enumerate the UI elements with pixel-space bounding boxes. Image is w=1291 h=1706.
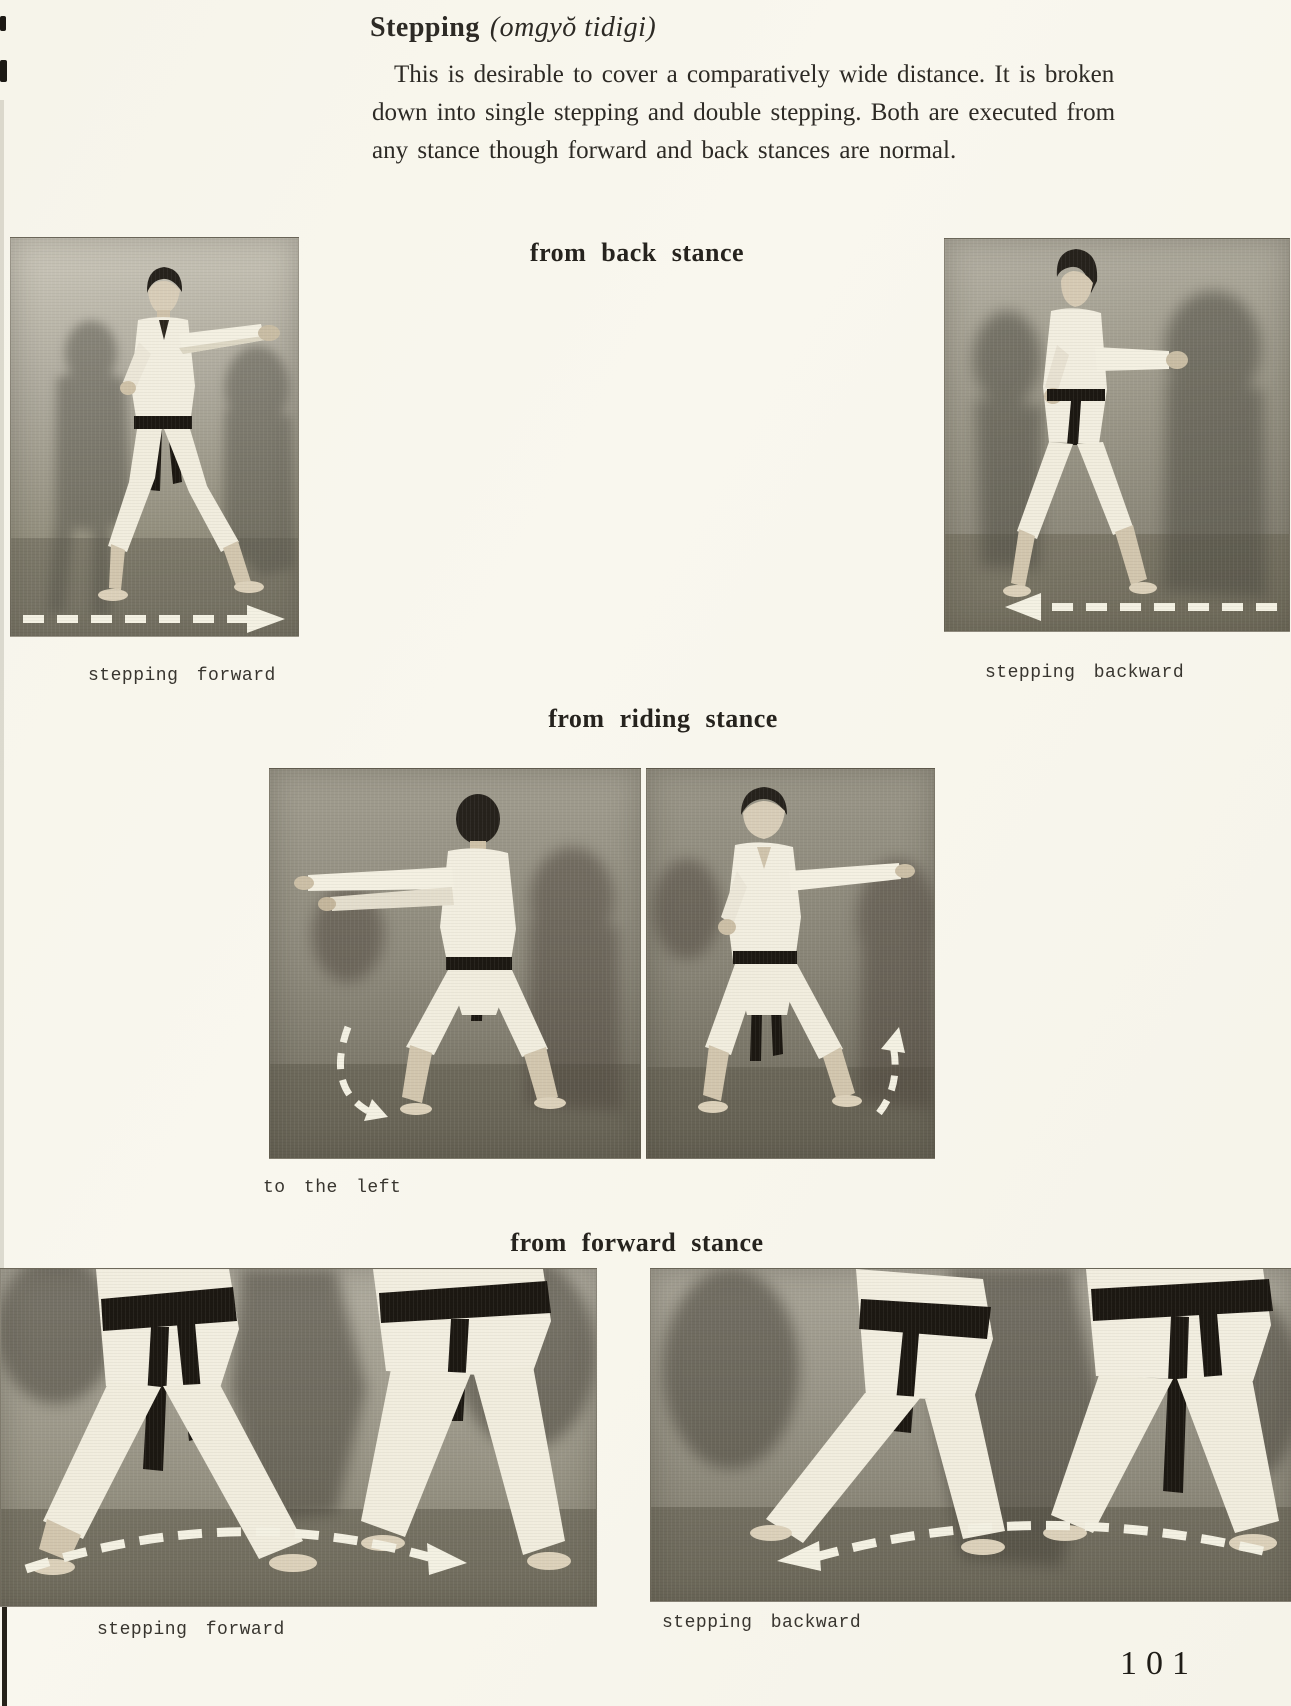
hair [456, 794, 500, 844]
heading-forward-stance: from forward stance [510, 1228, 764, 1257]
black-belt [1047, 389, 1105, 401]
photo-riding-stance-left-2 [646, 768, 935, 1159]
foot [698, 1101, 728, 1113]
photo-forward-stance-stepping-backward [650, 1268, 1291, 1602]
photo-illustration [945, 239, 1289, 631]
photo-back-stance-stepping-forward [10, 237, 299, 637]
face [148, 281, 180, 314]
paragraph-line: This is desirable to cover a comparatively wide distance. It is broken [394, 61, 1115, 88]
caption-to-the-left: to the left [263, 1178, 402, 1198]
foot [1129, 582, 1157, 594]
heading-back-stance: from back stance [529, 238, 745, 267]
photo-forward-stance-stepping-forward [0, 1268, 597, 1607]
photo-riding-stance-left-1 [269, 768, 641, 1159]
foot [269, 1554, 317, 1572]
heading-riding-stance: from riding stance [548, 704, 778, 733]
black-belt [733, 951, 797, 964]
extended-arm [1095, 347, 1169, 371]
fist [1166, 351, 1188, 369]
photo-illustration [270, 769, 640, 1158]
scan-artifact-mark [0, 60, 7, 82]
foot [832, 1095, 862, 1107]
extended-arms [308, 867, 454, 891]
foot [534, 1097, 566, 1109]
paragraph-line: down into single stepping and double stepping. Both are executed from [372, 99, 1116, 126]
foot [527, 1552, 571, 1570]
foot [400, 1103, 432, 1115]
caption-stepping-forward: stepping forward [88, 666, 276, 686]
scan-artifact-line [2, 1600, 7, 1706]
black-belt [134, 416, 192, 429]
hand [895, 864, 915, 878]
foot [98, 589, 128, 601]
scan-artifact-mark [0, 16, 6, 31]
section-title [370, 12, 656, 44]
fist [258, 325, 280, 341]
hand [294, 876, 314, 890]
page-heading-romanization: (omgyŏ tidigi) [489, 12, 657, 43]
foot [750, 1525, 792, 1541]
paragraph-line: any stance though forward and back stances are normal. [372, 137, 957, 164]
foot [1003, 585, 1031, 597]
photo-back-stance-stepping-backward [944, 238, 1290, 632]
face [743, 801, 785, 839]
caption-stepping-backward: stepping backward [985, 663, 1185, 683]
foot [961, 1539, 1005, 1555]
caption-stepping-forward: stepping forward [97, 1620, 285, 1640]
photo-illustration [651, 1269, 1291, 1601]
gi-jacket [440, 848, 516, 967]
photo-illustration [647, 769, 934, 1158]
page-number: 101 [1120, 1645, 1198, 1682]
caption-stepping-backward: stepping backward [662, 1613, 862, 1633]
photo-illustration [1, 1269, 596, 1606]
page-heading: Stepping [370, 12, 480, 43]
foot [234, 581, 264, 593]
intro-paragraph [372, 56, 1116, 170]
black-belt [446, 957, 512, 970]
photo-illustration [11, 238, 298, 636]
